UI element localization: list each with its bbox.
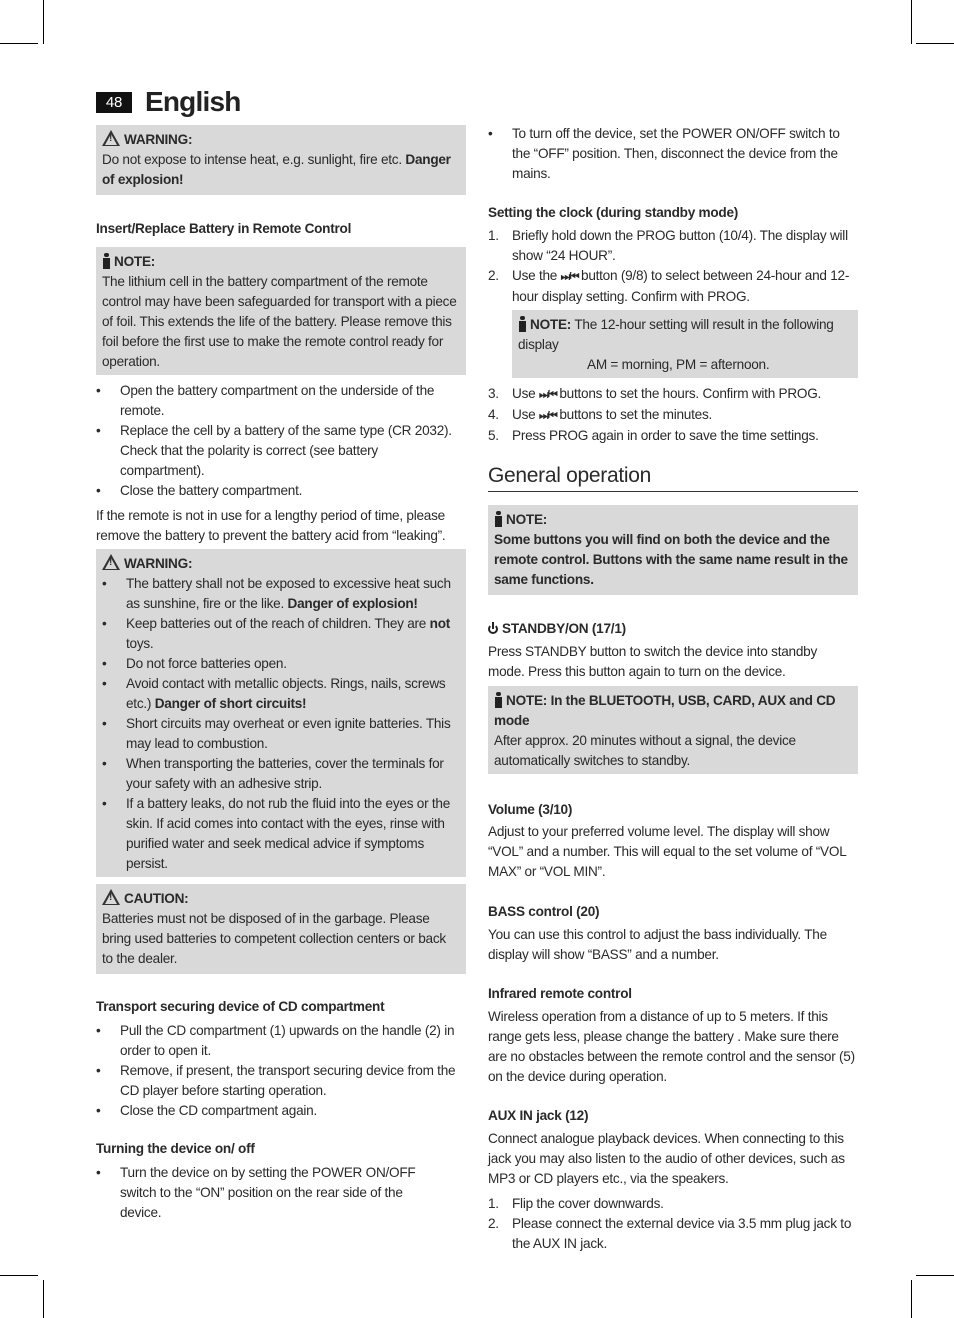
bass-heading: BASS control (20) — [488, 904, 600, 919]
ir-text: Wireless operation from a distance of up to 5 meters. If this range gets less, please change the battery . Make sure there are no obstacles between the remote control and the sensor (5) on the device during operation. — [488, 1009, 855, 1084]
list-item: • Avoid contact with metallic objects. Rings, nails, screws etc.) Danger of short circuits! — [102, 674, 460, 714]
off-steps — [488, 124, 858, 184]
power-icon — [488, 624, 498, 634]
warning-bold: Danger of explosion! — [102, 152, 451, 187]
battery-steps — [96, 381, 461, 501]
warning-title: WARNING: — [124, 556, 193, 571]
list-item: • Do not force batteries open. — [102, 654, 460, 674]
warning-list — [102, 574, 460, 874]
warning-icon — [102, 554, 120, 570]
list-item: • The battery shall not be exposed to excessive heat such as sunshine, fire or the like. Danger of explosion! — [102, 574, 460, 614]
list-item: • Close the battery compartment. — [96, 481, 461, 501]
list-item: • To turn off the device, set the POWER ON/OFF switch to the “OFF” position. Then, disconnect the device from the mains. — [488, 124, 858, 184]
crop-mark — [43, 0, 44, 44]
list-item: • Open the battery compartment on the underside of the remote. — [96, 381, 461, 421]
standby-heading: STANDBY/ON (17/1) — [488, 619, 858, 639]
warning-box — [96, 125, 466, 195]
list-item: • Replace the cell by a battery of the same type (CR 2032). Check that the polarity is correct (see battery compartment). — [96, 421, 461, 481]
list-item: 1. Briefly hold down the PROG button (10/4). The display will show “24 HOUR”. — [488, 228, 848, 263]
note-text: The 12-hour setting will result in the following display — [518, 317, 834, 352]
info-icon — [494, 511, 502, 527]
caution-text: Batteries must not be disposed of in the garbage. Please bring used batteries to competent collection centers or back to the dealer. — [102, 911, 446, 966]
warning-icon — [102, 889, 120, 905]
list-item: 3. Use ⏭/⏮ buttons to set the hours. Confirm with PROG. — [488, 386, 822, 401]
note-line2: AM = morning, PM = afternoon. — [587, 357, 770, 372]
list-item: • Pull the CD compartment (1) upwards on the handle (2) in order to open it. — [96, 1021, 466, 1061]
list-item: • Remove, if present, the transport securing device from the CD player before starting operation. — [96, 1061, 466, 1101]
bass-text: You can use this control to adjust the bass individually. The display will show “BASS” and a number. — [488, 927, 827, 962]
info-icon — [494, 692, 502, 708]
onoff-heading: Turning the device on/ off — [96, 1141, 255, 1156]
clock-note-box — [512, 310, 858, 378]
skip-icon: ⏭/⏮ — [538, 389, 556, 401]
skip-icon: ⏭/⏮ — [538, 410, 556, 422]
list-item: • Short circuits may overheat or even ignite batteries. This may lead to combustion. — [102, 714, 460, 754]
info-icon — [102, 253, 110, 269]
clock-heading: Setting the clock (during standby mode) — [488, 205, 739, 220]
volume-heading: Volume (3/10) — [488, 802, 573, 817]
list-item: • If a battery leaks, do not rub the fluid into the eyes or the skin. If acid comes into contact with the eyes, rinse with purified water and seek medical advice if symptoms persist. — [102, 794, 460, 874]
page-number: 48 — [96, 92, 132, 113]
caution-box — [96, 884, 466, 974]
note-title: NOTE: In the BLUETOOTH, USB, CARD, AUX and CD mode — [494, 693, 836, 728]
general-note-box — [488, 505, 858, 595]
crop-mark — [911, 0, 912, 44]
battery-heading: Insert/Replace Battery in Remote Control — [96, 221, 352, 236]
onoff-steps — [96, 1163, 436, 1223]
list-item: • Keep batteries out of the reach of children. They are not toys. — [102, 614, 460, 654]
list-item: • Close the CD compartment again. — [96, 1101, 466, 1121]
note-text: The lithium cell in the battery compartment of the remote control may have been safeguarded for transport with a piece of foil. This extends the life of the battery. Please remove this foil before the first use to make the remote control ready for operation. — [102, 274, 457, 369]
aux-text: Connect analogue playback devices. When connecting to this jack you may also listen to the audio of other devices, such as MP3 or CD players etc., via the speakers. — [488, 1131, 845, 1186]
list-item: 2. Please connect the external device via 3.5 mm plug jack to the AUX IN jack. — [488, 1216, 852, 1251]
list-item: 5. Press PROG again in order to save the time settings. — [488, 428, 819, 443]
note-text: After approx. 20 minutes without a signal, the device automatically switches to standby. — [494, 733, 796, 768]
standby-text: Press STANDBY button to switch the device into standby mode. Press this button again to turn on the device. — [488, 644, 818, 679]
list-item: 4. Use ⏭/⏮ buttons to set the minutes. — [488, 407, 713, 422]
clock-steps-cont — [488, 384, 858, 446]
aux-steps — [488, 1194, 858, 1254]
crop-mark — [0, 43, 38, 44]
note-box — [96, 247, 466, 375]
volume-text: Adjust to your preferred volume level. The display will show “VOL” and a number. This will equal to the set volume of “VOL MAX” or “VOL MIN”. — [488, 824, 847, 879]
note-title: NOTE: — [506, 512, 548, 527]
warning-title: WARNING: — [124, 132, 193, 147]
skip-icon: ⏭/⏮ — [560, 271, 578, 283]
note-title: NOTE: — [530, 317, 572, 332]
crop-mark — [916, 43, 954, 44]
general-operation-heading: General operation — [488, 463, 858, 492]
crop-mark — [911, 1280, 912, 1318]
crop-mark — [0, 1275, 38, 1276]
info-icon — [518, 316, 526, 332]
page-title: English — [145, 86, 241, 117]
list-item: 2. Use the ⏭/⏮ button (9/8) to select between 24-hour and 12-hour display setting. Confirm with PROG. — [488, 268, 850, 304]
transport-steps — [96, 1021, 466, 1121]
note-text: Some buttons you will find on both the device and the remote control. Buttons with the same name result in the same functions. — [494, 532, 848, 587]
ir-heading: Infrared remote control — [488, 986, 632, 1001]
crop-mark — [916, 1275, 954, 1276]
note-title: NOTE: — [114, 254, 156, 269]
aux-heading: AUX IN jack (12) — [488, 1108, 589, 1123]
crop-mark — [43, 1280, 44, 1318]
clock-steps — [488, 226, 858, 307]
bt-note-box — [488, 686, 858, 774]
warning-icon — [102, 130, 120, 146]
caution-title: CAUTION: — [124, 891, 189, 906]
list-item: 1. Flip the cover downwards. — [488, 1196, 664, 1211]
warning-text: Do not expose to intense heat, e.g. sunlight, fire etc. — [102, 152, 406, 167]
remote-unused-text: If the remote is not in use for a lengthy period of time, please remove the battery to prevent the battery acid from “leaking”. — [96, 508, 446, 543]
list-item: • When transporting the batteries, cover the terminals for your safety with an adhesive strip. — [102, 754, 460, 794]
transport-heading: Transport securing device of CD compartment — [96, 999, 385, 1014]
list-item: • Turn the device on by setting the POWER ON/OFF switch to the “ON” position on the rear side of the device. — [96, 1163, 436, 1223]
warning-box-batteries — [96, 549, 466, 877]
